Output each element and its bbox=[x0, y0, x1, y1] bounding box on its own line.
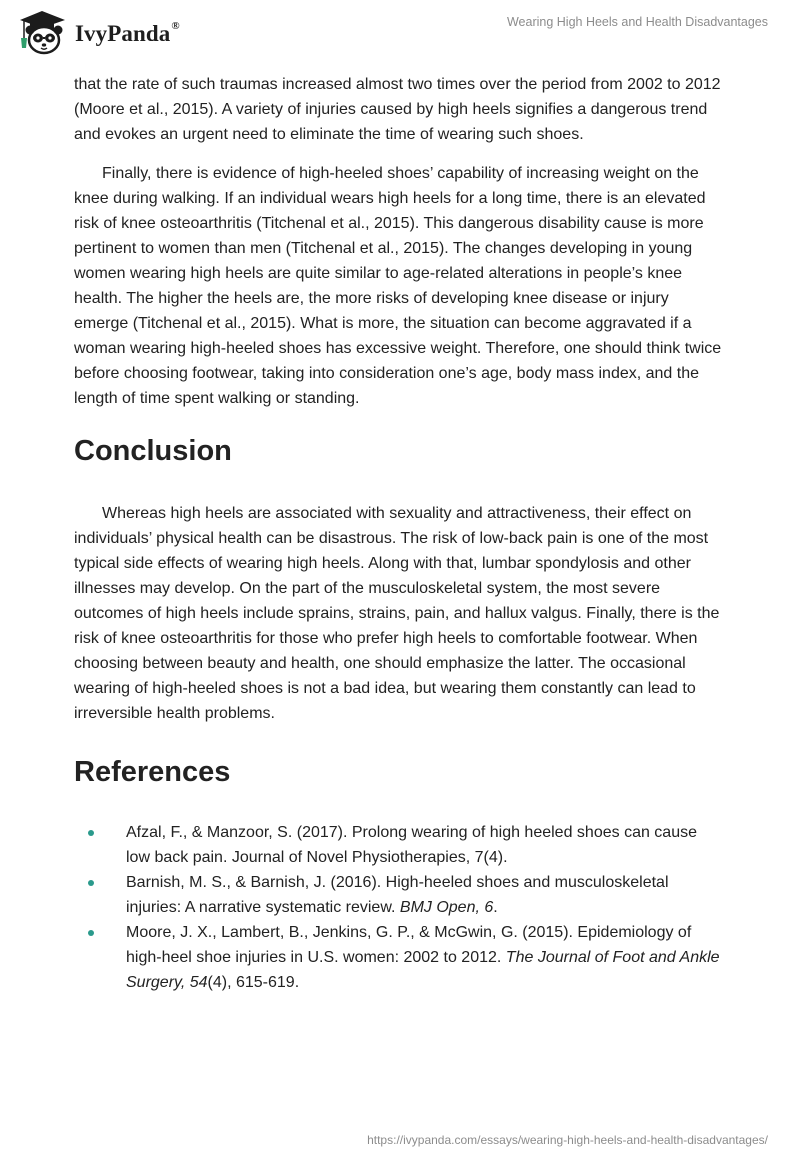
source-url[interactable]: https://ivypanda.com/essays/wearing-high-heels-and-health-disadvantages/ bbox=[367, 1133, 768, 1147]
logo-wordmark bbox=[75, 21, 180, 47]
ivypanda-logo[interactable] bbox=[16, 8, 180, 56]
references-heading: References bbox=[74, 756, 231, 788]
reference-tail: . bbox=[493, 899, 498, 916]
references-list bbox=[74, 820, 724, 995]
paragraph-knee-osteoarthritis: Finally, there is evidence of high-heeled shoes’ capability of increasing weight on the knee during walking. If an individual wears high heels for a long time, there is an elevated risk of knee osteoarthritis (Titchenal et al., 2015). This dangerous disability cause is more pertinent to women than men (Titchenal et al., 2015). The changes developing in young women wearing high heels are quite similar to age-related alterations in people’s knee health. The higher the heels are, the more risks of developing knee disease or injury emerge (Titchenal et al., 2015). What is more, the situation can become aggravated if a woman wearing high-heeled shoes has excessive weight. Therefore, one should think twice before choosing footwear, taking into consideration one’s age, body mass index, and the length of time spent walking or standing. bbox=[74, 165, 722, 407]
paragraph-continuation: that the rate of such traumas increased almost two times over the period from 2002 to 2012 (Moore et al., 2015). A variety of injuries caused by high heels signifies a dangerous trend and evokes an urgent need to eliminate the time of wearing such shoes. bbox=[74, 76, 721, 143]
page-header bbox=[0, 0, 800, 64]
bullet-icon bbox=[88, 930, 94, 936]
essay-content bbox=[74, 72, 724, 995]
registered-mark: ® bbox=[171, 20, 180, 33]
reference-journal: The Journal of Foot and Ankle Surgery, 54 bbox=[126, 949, 720, 991]
reference-text: Afzal, F., & Manzoor, S. (2017). Prolong wearing of high heeled shoes can cause low back pain. Journal of Novel Physiotherapies, 7(4). bbox=[126, 824, 697, 866]
conclusion-heading: Conclusion bbox=[74, 435, 232, 467]
reference-journal: BMJ Open, 6 bbox=[399, 899, 494, 916]
reference-item bbox=[74, 920, 724, 995]
logo-text: IvyPanda bbox=[75, 21, 171, 46]
bullet-icon bbox=[88, 830, 94, 836]
reference-tail: (4), 615-619. bbox=[207, 974, 300, 991]
conclusion-paragraph: Whereas high heels are associated with sexuality and attractiveness, their effect on individuals’ physical health can be disastrous. The risk of low-back pain is one of the most typical side effects of wearing high heels. Along with that, lumbar spondylosis and other illnesses may develop. On the part of the musculoskeletal system, the most severe outcomes of high heels include sprains, strains, pain, and hallux valgus. Finally, there is the risk of knee osteoarthritis for those who prefer high heels to comfortable footwear. When choosing between beauty and health, one should emphasize the latter. The occasional wearing of high-heeled shoes is not a bad idea, but wearing them constantly can lead to irreversible health problems. bbox=[74, 505, 720, 722]
reference-item bbox=[74, 820, 724, 870]
reference-item bbox=[74, 870, 724, 920]
reference-text: Moore, J. X., Lambert, B., Jenkins, G. P., & McGwin, G. (2015). Epidemiology of high-heel shoe injuries in U.S. women: 2002 to 2012. bbox=[126, 924, 692, 966]
panda-graduate-icon bbox=[16, 8, 72, 56]
bullet-icon bbox=[88, 880, 94, 886]
document-title: Wearing High Heels and Health Disadvantages bbox=[506, 15, 768, 29]
reference-text: Barnish, M. S., & Barnish, J. (2016). High-heeled shoes and musculoskeletal injuries: A narrative systematic review. bbox=[126, 874, 669, 916]
